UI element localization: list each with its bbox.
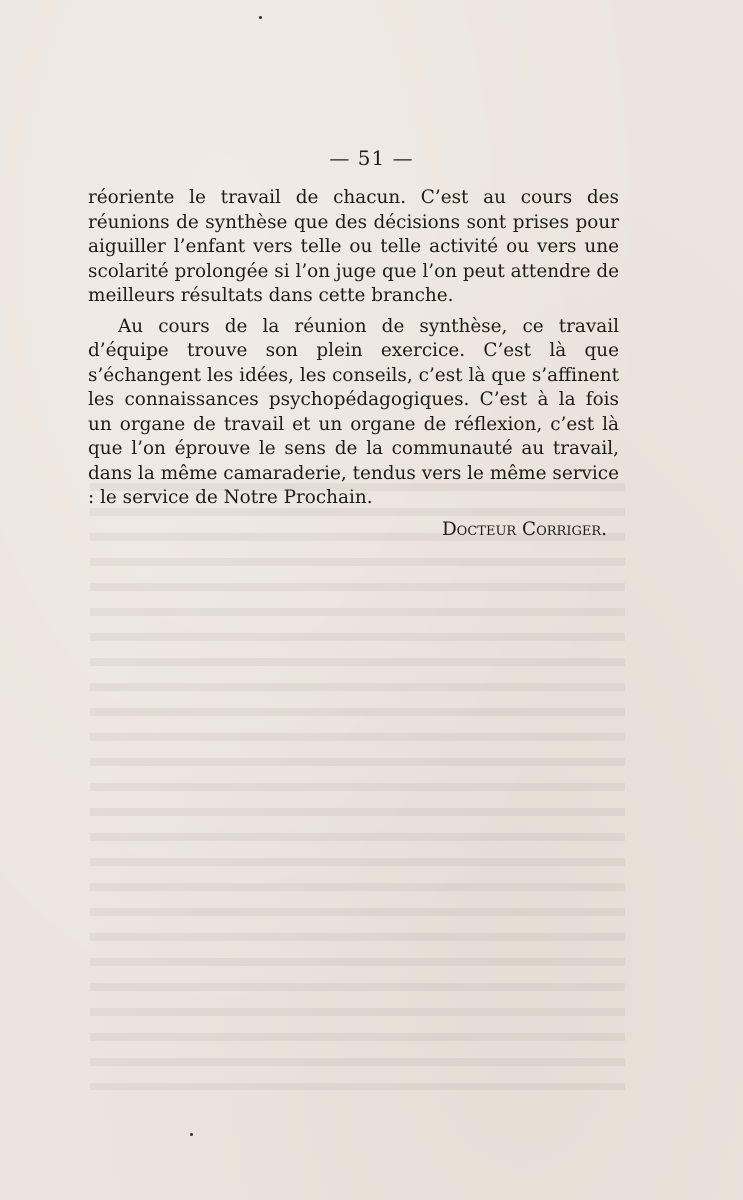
paragraph: Au cours de la réunion de synthèse, ce travail d’équipe trouve son plein exercice. C’est là que s’échangent les idées, les conseils, c’est là que s’affinent les connaissances psychopédagogiques. C’est à la fois un organe de travail et un organe de réflexion, c’est là que l’on éprouve le sens de la communauté au travail, dans la même camaraderie, tendus vers le même service : le service de Notre Prochain.: [88, 315, 619, 508]
paragraph: réoriente le travail de chacun. C’est au cours des réunions de synthèse que des décisions sont prises pour aiguiller l’enfant vers telle ou telle activité ou vers une scolarité prolongée si l’on juge que l’on peut attendre de meilleurs résultats dans cette branche.: [88, 187, 619, 306]
page-number: — 51 —: [329, 146, 414, 170]
signature: Docteur Corriger.: [441, 518, 607, 540]
ink-speck: [190, 1133, 193, 1136]
bleed-through-texture: [90, 470, 625, 1090]
ink-speck: [259, 16, 262, 19]
body-text: [88, 186, 619, 542]
